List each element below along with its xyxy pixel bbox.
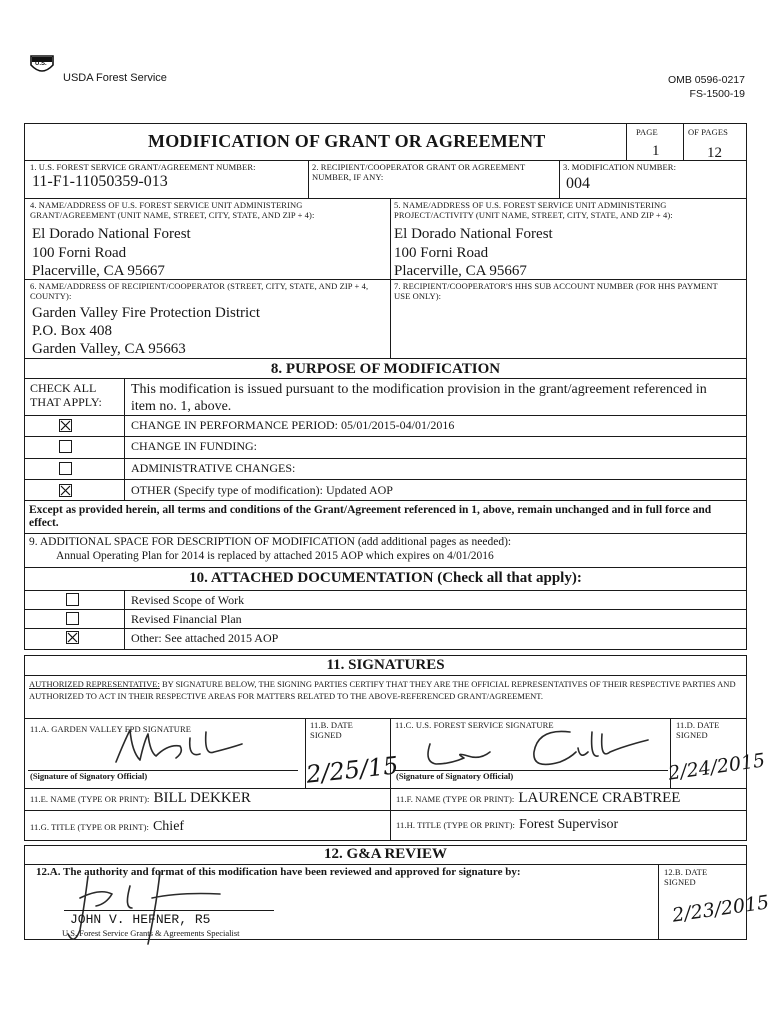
attached-item-3: Other: See attached 2015 AOP (131, 631, 279, 645)
field-4-label: 4. NAME/ADDRESS OF U.S. FOREST SERVICE UNIT ADMINISTERING GRANT/AGREEMENT (UNIT NAME, STREET, CITY, STATE, AND ZIP + 4): (30, 200, 315, 220)
checkbox-financial-plan[interactable] (66, 612, 79, 625)
page-total: 12 (707, 145, 722, 161)
field-4-line-2: 100 Forni Road (32, 245, 127, 261)
checkbox-funding[interactable] (59, 440, 72, 453)
field-4-line-1: El Dorado National Forest (32, 226, 191, 242)
field-5-line-3: Placerville, CA 95667 (394, 263, 527, 279)
additional-text: Annual Operating Plan for 2014 is replaced by attached 2015 AOP which expires on 4/01/2016 (56, 550, 494, 562)
page-label: PAGE (636, 127, 658, 137)
sig-d-label: 11.D. DATE SIGNED (676, 720, 720, 740)
field-5-line-2: 100 Forni Road (394, 245, 489, 261)
checkbox-administrative[interactable] (59, 462, 72, 475)
review-date-label: 12.B. DATE SIGNED (664, 867, 708, 887)
authorized-text: BY SIGNATURE BELOW, THE SIGNING PARTIES CERTIFY THAT THEY ARE THE OFFICIAL REPRESENTATIVES OF THEIR RESPECTIVE PARTIES AND AUTHORIZED TO ACT IN THEIR RESPECTIVE AREAS FOR MATTERS RELATED TO THE ABOVE-REFERENCED GRANT/AGREEMENT. (29, 679, 736, 701)
name-f-label: 11.F. NAME (TYPE OR PRINT): (396, 794, 515, 804)
name-e-label: 11.E. NAME (TYPE OR PRINT): (30, 794, 150, 804)
field-6-line-2: P.O. Box 408 (32, 323, 113, 339)
attached-item-1: Revised Scope of Work (131, 593, 245, 607)
title-g-label: 11.G. TITLE (TYPE OR PRINT): (30, 822, 149, 832)
attached-item-2: Revised Financial Plan (131, 612, 242, 626)
field-6-line-3: Garden Valley, CA 95663 (32, 341, 186, 357)
sig-caption-left: (Signature of Signatory Official) (30, 771, 148, 781)
purpose-statement: This modification is issued pursuant to the modification provision in the grant/agreement referenced in item no. 1, above. (131, 382, 707, 414)
checkbox-performance-period[interactable] (59, 419, 72, 432)
title-h-label: 11.H. TITLE (TYPE OR PRINT): (396, 820, 515, 830)
date-b: 2/25/15 (304, 751, 400, 789)
logo-text: U.S. (35, 61, 47, 67)
page-number: 1 (652, 143, 660, 159)
reviewer-name: JOHN V. HEFNER, R5 (70, 912, 211, 927)
check-all-label: CHECK ALL THAT APPLY: (30, 381, 102, 409)
field-3-label: 3. MODIFICATION NUMBER: (563, 162, 677, 172)
sig-b-label: 11.B. DATE SIGNED (310, 720, 353, 740)
form-number: FS-1500-19 (689, 88, 745, 100)
field-6-label: 6. NAME/ADDRESS OF RECIPIENT/COOPERATOR (STREET, CITY, STATE, AND ZIP + 4, COUNTY): (30, 281, 369, 301)
purpose-item-2: CHANGE IN FUNDING: (131, 439, 257, 453)
title-h (396, 815, 618, 833)
grant-number: 11-F1-11050359-013 (32, 173, 168, 190)
name-e-value: BILL DEKKER (153, 790, 251, 806)
field-4-line-3: Placerville, CA 95667 (32, 263, 165, 279)
checkbox-other-attached[interactable] (66, 631, 79, 644)
title-h-value: Forest Supervisor (518, 817, 619, 832)
reviewer-title: U.S. Forest Service Grants & Agreements Specialist (62, 928, 240, 938)
date-d: 2/24/2015 (666, 749, 767, 785)
field-5-line-1: El Dorado National Forest (394, 226, 553, 242)
sig-caption-right: (Signature of Signatory Official) (396, 771, 514, 781)
agency-name: USDA Forest Service (63, 72, 167, 84)
usda-logo (29, 53, 55, 75)
checkbox-other[interactable] (59, 484, 72, 497)
field-2-label: 2. RECIPIENT/COOPERATOR GRANT OR AGREEMENT NUMBER, IF ANY: (312, 162, 526, 182)
field-1-label: 1. U.S. FOREST SERVICE GRANT/AGREEMENT NUMBER: (30, 162, 256, 172)
crabtree-signature (420, 722, 660, 774)
dekker-signature (110, 722, 250, 770)
sig-a-label: 11.A. GARDEN VALLEY FPD SIGNATURE (30, 724, 192, 734)
omb-number: OMB 0596-0217 (667, 74, 745, 86)
field-7-label: 7. RECIPIENT/COOPERATOR'S HHS SUB ACCOUNT NUMBER (FOR HHS PAYMENT USE ONLY): (394, 281, 718, 301)
of-pages-label: OF PAGES (688, 127, 728, 137)
purpose-item-4: OTHER (Specify type of modification): Updated AOP (131, 483, 393, 497)
purpose-item-3: ADMINISTRATIVE CHANGES: (131, 461, 296, 475)
title-g-value: Chief (152, 819, 185, 834)
form-title: MODIFICATION OF GRANT OR AGREEMENT (148, 131, 546, 151)
field-5-label: 5. NAME/ADDRESS OF U.S. FOREST SERVICE UNIT ADMINISTERING PROJECT/ACTIVITY (UNIT NAME, STREET, CITY, STATE, AND ZIP + 4): (394, 200, 673, 220)
authorized-title: AUTHORIZED REPRESENTATIVE: (29, 679, 160, 689)
signatures-heading: 11. SIGNATURES (326, 657, 445, 673)
purpose-heading: 8. PURPOSE OF MODIFICATION (270, 361, 501, 377)
except-statement: Except as provided herein, all terms and conditions of the Grant/Agreement referenced in 1, above, remain unchanged and in full force and effect. (29, 504, 712, 529)
name-e (30, 789, 251, 807)
modification-number: 004 (566, 175, 590, 192)
review-heading: 12. G&A REVIEW (324, 846, 447, 862)
sig-c-label: 11.C. U.S. FOREST SERVICE SIGNATURE (395, 720, 554, 730)
field-6-line-1: Garden Valley Fire Protection District (32, 305, 261, 321)
title-g (30, 817, 184, 835)
review-date: 2/23/2015 (670, 891, 770, 927)
checkbox-scope-of-work[interactable] (66, 593, 79, 606)
purpose-item-1: CHANGE IN PERFORMANCE PERIOD: 05/01/2015-04/01/2016 (131, 418, 455, 432)
authorized-statement (29, 678, 741, 702)
name-f (396, 789, 680, 807)
review-label: 12.A. The authority and format of this modification have been reviewed and approved for signature by: (36, 866, 521, 878)
attached-heading: 10. ATTACHED DOCUMENTATION (Check all that apply): (189, 570, 582, 586)
name-f-value: LAURENCE CRABTREE (518, 790, 681, 806)
additional-label: 9. ADDITIONAL SPACE FOR DESCRIPTION OF MODIFICATION (add additional pages as needed): (29, 536, 512, 548)
